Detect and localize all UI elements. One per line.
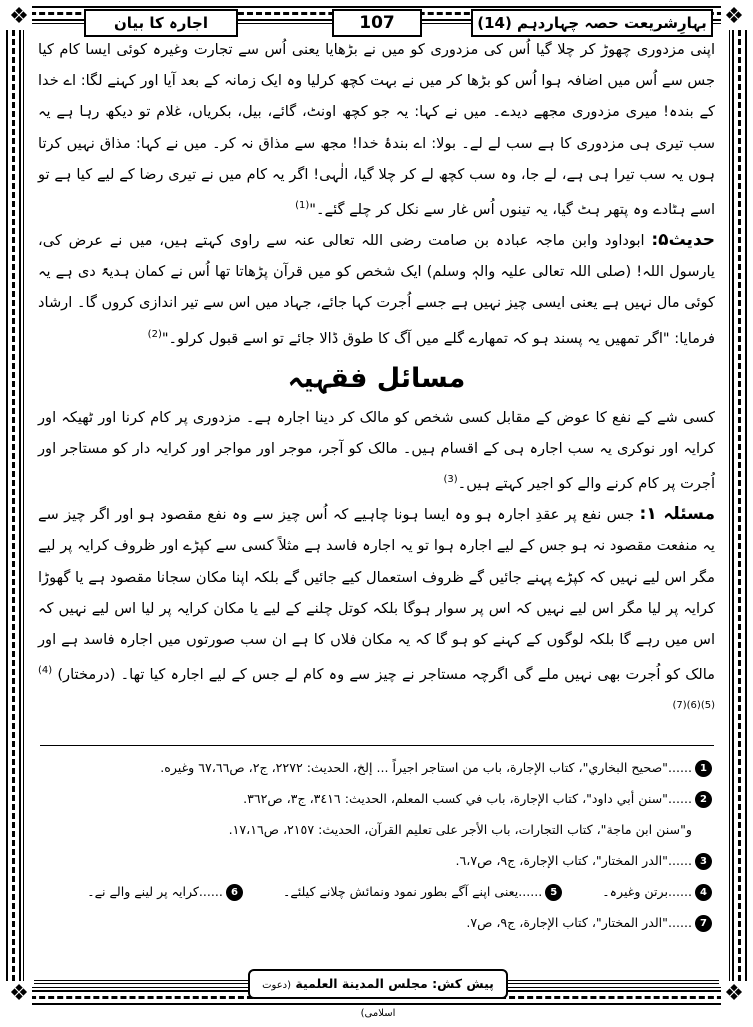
paragraph-text: کسی شے کے نفع کا عوض کے مقابل کسی شخص کو مالک کر دینا اجارہ ہے۔ مزدوری پر کام کرنا اور ٹھیکہ اور کرایہ اور نوکری یہ سب اجارہ ہی کے اقسام ہیں۔ مالک کو آجر، موجر اور مواجر اور کرایہ دار کو مستاجر اور اُجرت پر کام کرنے والے کو اجیر کہتے ہیں۔ [38, 408, 715, 493]
footnote-text: ......"الدر المختار"، كتاب الإجارة، ج٩، ص٦،٧. [455, 853, 692, 868]
footer-label: پیش کش: [432, 976, 494, 991]
footnote [40, 752, 712, 783]
footnote-separator [40, 745, 714, 746]
book-title: بہارِشریعت حصہ چہاردہم (14) [471, 9, 713, 37]
footnote-number: 5 [545, 884, 562, 901]
publisher-org: (دعوت اسلامی) [262, 980, 396, 1019]
section-heading: مسائل فقہیہ [287, 362, 466, 394]
corner-ornament-icon: ❖ [6, 981, 32, 1007]
footnote [602, 876, 712, 907]
paragraph-definition [38, 402, 715, 499]
footnote [40, 814, 712, 845]
paragraph-masala-1 [38, 499, 715, 725]
page-number: 107 [332, 9, 422, 37]
footnote-number: 6 [226, 884, 243, 901]
footnote-ref: (1) [295, 200, 310, 212]
masala-label: مسئلہ ۱: [639, 504, 715, 525]
main-content [38, 34, 715, 725]
page-footer [248, 969, 508, 1019]
paragraph-text: اپنی مزدوری چھوڑ کر چلا گیا اُس کی مزدوری کو میں نے بڑھایا یعنی اُس سے تجارت وغیرہ کوئی ایسا کام کیا جس سے اُس میں اضافہ ہوا اُس کو بڑھا کر میں نے بہت کچھ کرلیا وہ ایک زمانہ کے بعد آیا اور کہنے لگا: اے خدا کے بندہ! میری مزدوری مجھے دیدے۔ میں نے کہا: یہ جو کچھ اونٹ، گائے، بیل، بکریاں، غلام تو دیکھ رہا ہے یہ سب تیری ہی مزدوری کا ہے سب لے لے۔ بولا: اے بندۂ خدا! مجھ سے مذاق نہ کر۔ میں نے کہا: مذاق نہیں کرتا ہوں یہ سب تیرا ہی ہے، لے جا، وہ سب کچھ لے کر چلا گیا، الٰہی! اگر یہ کام میں نے تیری رضا کے لیے کیا ہے تو اسے ہٹادے وہ پتھر ہٹ گیا، یہ تینوں اُس غار سے نکل کر چلے گئے۔" [38, 41, 715, 218]
footnote-row [40, 876, 712, 907]
corner-ornament-icon: ❖ [721, 4, 747, 30]
hadith-label: حدیث۵: [651, 230, 716, 251]
footnote [40, 845, 712, 876]
footnotes [40, 752, 712, 938]
footnote-number: 4 [695, 884, 712, 901]
page-header [34, 7, 719, 35]
publisher-name: مجلس المدينة العلمية [295, 976, 428, 991]
footnote-text: ......کرایہ پر لینے والے نے۔ [87, 884, 223, 899]
footnote-text: و"سنن ابن ماجة"، كتاب التجارات، باب الأجر على تعليم القرآن، الحديث: ٢١٥٧، ص١٧،١٦. [228, 822, 692, 837]
corner-ornament-icon: ❖ [721, 981, 747, 1007]
footnote-text: ......یعنی اپنے آگے بطور نمود ونمائش چلانے کیلئے۔ [282, 884, 543, 899]
paragraph-hadith-5 [38, 225, 715, 354]
footnote [40, 783, 712, 814]
footnote-text: ......"الدر المختار"، كتاب الإجارة، ج٩، ص٧. [466, 915, 692, 930]
corner-ornament-icon: ❖ [6, 4, 32, 30]
footnote-number: 3 [695, 853, 712, 870]
footnote [40, 907, 712, 938]
footnote-ref: (6) [686, 700, 701, 712]
footnote-number: 7 [695, 915, 712, 932]
footnote [283, 876, 562, 907]
footnote-ref: (2) [147, 328, 162, 340]
footnote-ref: (3) [443, 474, 458, 486]
footnote-text: ......برتن وغیرہ۔ [602, 884, 692, 899]
footnote-ref: (5) [700, 700, 715, 712]
footnote [87, 876, 243, 907]
paragraph-text: ابوداود وابن ماجہ عبادہ بن صامت رضی اللہ تعالی عنہ سے راوی کہتے ہیں، میں نے عرض کی، یارسول اللہ! (صلی اللہ تعالی علیہ والہٖ وسلم) ایک شخص کو میں قرآن پڑھاتا تھا اُس نے کمان ہدیۃً دی ہے یہ کوئی مال نہیں ہے یعنی ایسی چیز نہیں ہے جسے اُجرت کہا جائے، جہاد میں اس سے تیر اندازی کروں گا۔ ارشاد فرمایا: "اگر تمھیں یہ پسند ہو کہ تمھارے گلے میں آگ کا طوق ڈالا جائے تو اسے قبول کرلو۔" [38, 232, 715, 347]
footnote-text: ......"سنن أبي داود"، كتاب الإجارة، باب في كسب المعلم، الحديث: ٣٤١٦، ج٣، ص٣٦٢. [243, 791, 692, 806]
footnote-number: 1 [695, 760, 712, 777]
chapter-title: اجارہ کا بیان [84, 9, 238, 37]
paragraph-story [38, 34, 715, 225]
footnote-text: ......"صحيح البخاري"، كتاب الإجارة، باب من استاجر اجيراً ... إلخ، الحديث: ٢٢٧٢، ج٢، ص٦٧،٦٦ وغيره. [160, 760, 692, 775]
footnote-ref: (7) [672, 700, 687, 712]
paragraph-text: جس نفع پر عقدِ اجارہ ہو وہ ایسا ہونا چاہیے کہ اُس چیز سے وہ نفع مقصود ہو اور اگر چیز سے یہ منفعت مقصود نہ ہو جس کے لیے اجارہ ہوا تو یہ اجارہ فاسد ہے مثلاً کسی سے کپڑے اور ظروف کرایہ پر لیے مگر اس لیے نہیں کہ کپڑے پہنے جائیں گے ظروف استعمال کیے جائیں گے بلکہ اپنا مکان سجانا مقصود ہے یا گھوڑا کرایہ پر لیا مگر اس لیے نہیں کہ اس پر سوار ہوگا بلکہ کوتل چلنے کے لیے یا مکان کرایہ پر لیا اس لیے نہیں کہ اس میں رہے گا بلکہ لوگوں کے کہنے کو ہو گا کہ یہ مکان فلاں کا ہے ان سب صورتوں میں اجارہ فاسد ہے اور مالک کو اُجرت بھی نہیں ملے گی اگرچہ مستاجر نے چیز سے وہ کام لے جس کے لیے اجارہ کیا تھا۔ (درمختار) [38, 506, 715, 684]
footnote-number: 2 [695, 791, 712, 808]
footnote-ref: (4) [38, 665, 53, 677]
